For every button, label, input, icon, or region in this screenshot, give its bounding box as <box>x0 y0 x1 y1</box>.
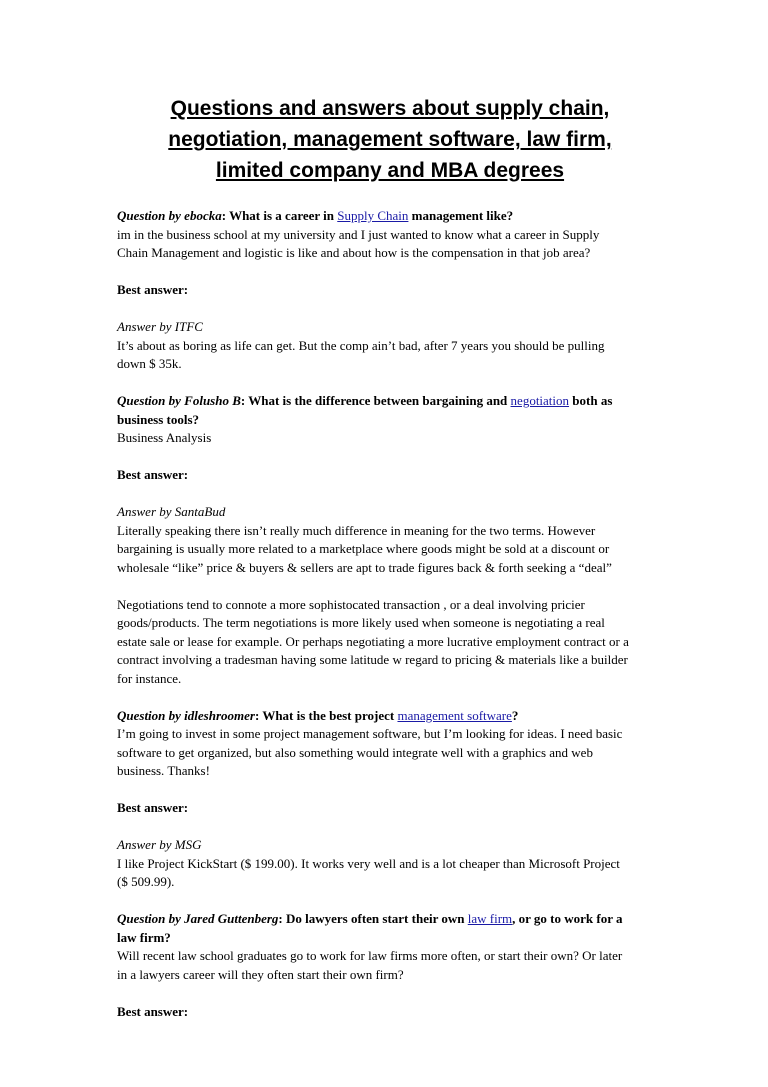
question-text-line2: law firm? <box>117 929 171 945</box>
question-details-line: im in the business school at my university and I just wanted to know what a career in Supply <box>117 226 600 242</box>
question-link[interactable]: management software <box>397 707 512 723</box>
question-heading <box>117 392 657 411</box>
document-title <box>110 93 670 186</box>
answer-line: Negotiations tend to connote a more sophistocated transaction , or a deal involving pricier <box>117 596 585 612</box>
title-line: Questions and answers about supply chain, <box>170 97 610 120</box>
question-heading <box>117 910 657 929</box>
answer-author: Answer by ITFC <box>117 319 203 334</box>
question-author: Question by Jared Guttenberg <box>117 911 279 926</box>
qa-entry <box>117 392 657 707</box>
question-text: management like? <box>408 208 514 223</box>
best-answer-label: Best answer: <box>117 1003 189 1019</box>
answer-line: I like Project KickStart ($ 199.00). It works very well and is a lot cheaper than Microsoft Project <box>117 855 620 871</box>
answer-line: ($ 509.99). <box>117 874 175 889</box>
answer-line: down $ 35k. <box>117 356 182 371</box>
qa-entry <box>117 207 657 392</box>
qa-content <box>117 207 657 1021</box>
answer-line: contract involving a tradesman having some latitude w regard to pricing & materials like a builder <box>117 652 628 667</box>
title-line: limited company and MBA degrees <box>215 159 565 182</box>
question-author: Question by Folusho B <box>117 393 241 408</box>
question-details-line: Will recent law school graduates go to work for law firms more often, or start their own? Or later <box>117 948 623 963</box>
question-details-line: I’m going to invest in some project management software, but I’m looking for ideas. I need basic <box>117 726 623 741</box>
question-details-line: in a lawyers career will they often start their own firm? <box>117 966 404 982</box>
best-answer-label: Best answer: <box>117 800 189 815</box>
question-heading <box>117 207 657 226</box>
qa-entry <box>117 707 657 911</box>
question-link[interactable]: law firm <box>467 911 513 926</box>
title-line: negotiation, management software, law firm, <box>168 128 612 151</box>
question-text: : Do lawyers often start their own <box>278 911 468 926</box>
question-link[interactable]: negotiation <box>510 393 570 408</box>
answer-line: goods/products. The term negotiations is more likely used when someone is negotiating a real <box>117 615 605 630</box>
question-author: Question by ebocka <box>117 208 222 223</box>
question-text: ? <box>511 707 519 723</box>
answer-author: Answer by MSG <box>117 837 202 852</box>
best-answer-label: Best answer: <box>117 282 189 297</box>
question-details-line: business. Thanks! <box>117 763 210 778</box>
question-author: Question by idleshroomer <box>117 707 255 723</box>
question-details-line: Business Analysis <box>117 430 212 445</box>
answer-line: Literally speaking there isn’t really much difference in meaning for the two terms. However <box>117 522 596 538</box>
answer-line: wholesale “like” price & buyers & sellers are apt to trade figures back & forth seeking a “deal” <box>117 559 612 575</box>
answer-line: It’s about as boring as life can get. But the comp ain’t bad, after 7 years you should be pulling <box>117 337 605 353</box>
question-text: : What is a career in <box>221 208 338 223</box>
answer-author: Answer by SantaBud <box>117 504 226 519</box>
answer-line: estate sale or lease for example. Or perhaps negotiating a more lucrative employment contract or a <box>117 633 629 649</box>
question-text-line2: business tools? <box>117 411 199 427</box>
question-text: : What is the best project <box>254 707 398 723</box>
question-text: , or go to work for a <box>512 911 623 926</box>
answer-line: bargaining is usually more related to a marketplace where goods might be sold at a discount or <box>117 541 610 556</box>
best-answer-label: Best answer: <box>117 467 189 482</box>
question-details-line: Chain Management and logistic is like and about how is the compensation in that job area? <box>117 245 591 260</box>
question-link[interactable]: Supply Chain <box>337 208 409 223</box>
question-details-line: software to get organized, but also something would integrate well with a graphics and web <box>117 744 593 760</box>
question-text: : What is the difference between bargaining and <box>240 393 511 408</box>
answer-line: for instance. <box>117 670 182 686</box>
qa-entry <box>117 910 657 1021</box>
question-heading <box>117 707 657 726</box>
question-text: both as <box>569 393 613 408</box>
